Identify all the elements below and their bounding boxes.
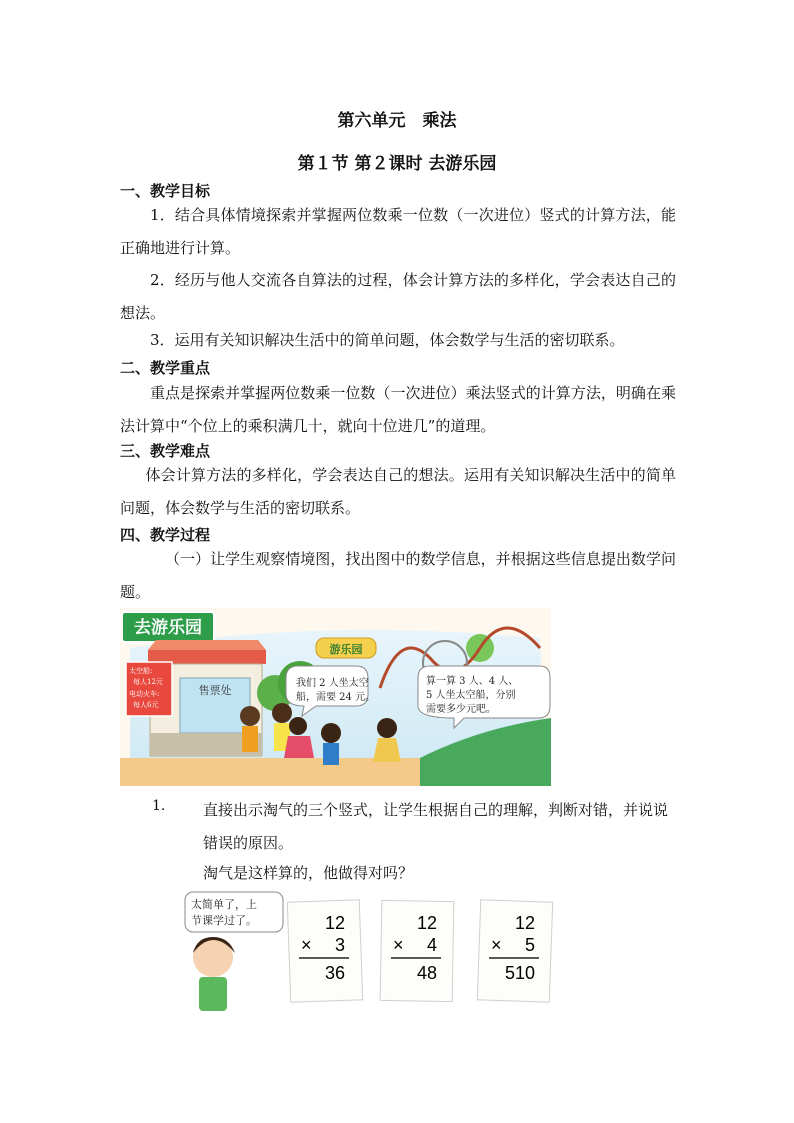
section-heading-difficulty: 三、教学难点 <box>120 442 211 460</box>
park-gate-sign: 游乐园 <box>329 643 363 656</box>
price-line: 每人12元 <box>133 678 163 686</box>
calc-result: 36 <box>324 963 345 983</box>
scene-banner-text: 去游乐园 <box>134 618 202 637</box>
calc-top: 12 <box>324 913 345 933</box>
bubble-right-text: 算一算 3 人、4 人、 5 人坐太空船，分别 需要多少元吧。 <box>426 676 519 715</box>
item-text: 直接出示淘气的三个竖式，让学生根据自己的理解，判断对错，并说说错误的原因。 <box>203 801 669 852</box>
section-heading-keypoint: 二、教学重点 <box>120 359 211 377</box>
objective-3: 3．运用有关知识解决生活中的简单问题，体会数学与生活的密切联系。 <box>150 331 625 349</box>
process-step-1: （一）让学生观察情境图，找出图中的数学信息，并根据这些信息提出数学问题。 <box>120 550 676 601</box>
calc-multiplier: 4 <box>426 935 437 955</box>
calc-top: 12 <box>416 913 437 933</box>
calc-result: 48 <box>416 963 437 983</box>
unit-title: 第六单元 乘法 <box>337 111 457 131</box>
taoqi-bubble-text: 太简单了，上 节课学过了。 <box>191 898 257 927</box>
calc-card <box>380 900 454 1001</box>
calc-multiplier: 5 <box>524 935 535 955</box>
calc-multiplier: 3 <box>334 935 345 955</box>
price-line: 电动火车: <box>129 690 160 698</box>
question-text: 淘气是这样算的，他做得对吗？ <box>203 864 414 882</box>
calc-op: × <box>393 935 404 955</box>
bubble-left-text: 我们 2 人坐太空 船，需要 24 元。 <box>296 678 376 703</box>
lesson-title: 第１节 第２课时 去游乐园 <box>297 154 497 174</box>
calc-result: 510 <box>504 963 535 983</box>
objective-1: 1．结合具体情境探索并掌握两位数乘一位数（一次进位）竖式的计算方法，能正确地进行计算。 <box>120 206 676 257</box>
price-line: 太空船: <box>129 667 153 675</box>
vertical-calculation-illustration <box>183 887 563 1017</box>
section-heading-process: 四、教学过程 <box>120 526 211 544</box>
item-number: 1. <box>152 798 166 814</box>
objective-2: 2．经历与他人交流各自算法的过程，体会计算方法的多样化，学会表达自己的想法。 <box>120 271 676 322</box>
calc-op: × <box>491 935 502 955</box>
price-line: 每人6元 <box>133 701 159 709</box>
amusement-park-illustration <box>120 608 551 786</box>
calc-card <box>287 900 362 1002</box>
calc-card <box>477 900 552 1002</box>
keypoint-text: 重点是探索并掌握两位数乘一位数（一次进位）乘法竖式的计算方法，明确在乘法计算中“个位上的乘积满几十，就向十位进几”的道理。 <box>120 384 676 435</box>
ticket-office-sign: 售票处 <box>198 684 232 697</box>
section-heading-objectives: 一、教学目标 <box>120 182 211 200</box>
calc-op: × <box>301 935 312 955</box>
calc-top: 12 <box>514 913 535 933</box>
difficulty-text: 体会计算方法的多样化，学会表达自己的想法。运用有关知识解决生活中的简单问题，体会数学与生活的密切联系。 <box>120 466 676 517</box>
